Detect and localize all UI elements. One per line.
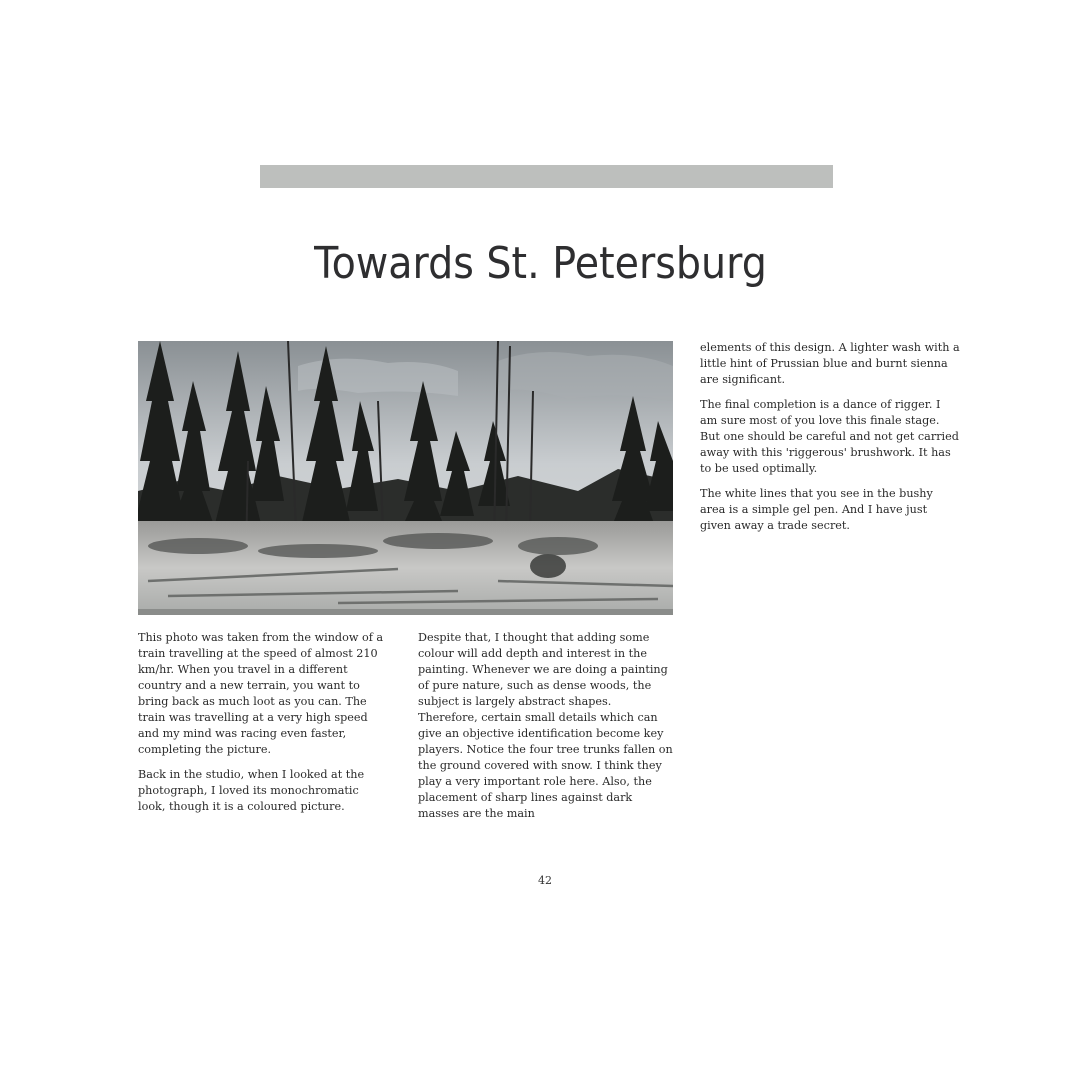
- text-column-middle: [418, 630, 673, 831]
- snowy-forest-photo: [138, 341, 673, 615]
- text-column-right: [700, 340, 960, 543]
- paragraph: This photo was taken from the window of a train travelling at the speed of almost 210 km/hr. When you travel in a different country and a new terrain, you want to bring back as much loot as you can. The train was travelling at a very high speed and my mind was racing even faster, completing the picture.: [138, 631, 384, 756]
- page-title: Towards St. Petersburg: [314, 238, 767, 289]
- paragraph: Despite that, I thought that adding some colour will add depth and interest in the painting. Whenever we are doing a painting of pure nature, such as dense woods, the subject is largely abstract shapes. Therefore, certain small details which can give an objective identification become key players. Notice the four tree trunks fallen on the ground covered with snow. I think they play a very important role here. Also, the placement of sharp lines against dark masses are the main: [418, 631, 673, 820]
- text-column-left: [138, 630, 388, 824]
- header-bar: [260, 165, 833, 188]
- paragraph: Back in the studio, when I looked at the photograph, I loved its monochromatic look, though it is a coloured picture.: [138, 768, 365, 813]
- paragraph: The final completion is a dance of rigger. I am sure most of you love this finale stage. But one should be careful and not get carried away with this 'riggerous' brushwork. It has to be used optimally.: [700, 398, 959, 475]
- paragraph: elements of this design. A lighter wash with a little hint of Prussian blue and burnt sienna are significant.: [700, 341, 960, 386]
- page-number: 42: [538, 874, 552, 887]
- paragraph: The white lines that you see in the bushy area is a simple gel pen. And I have just given away a trade secret.: [700, 487, 933, 532]
